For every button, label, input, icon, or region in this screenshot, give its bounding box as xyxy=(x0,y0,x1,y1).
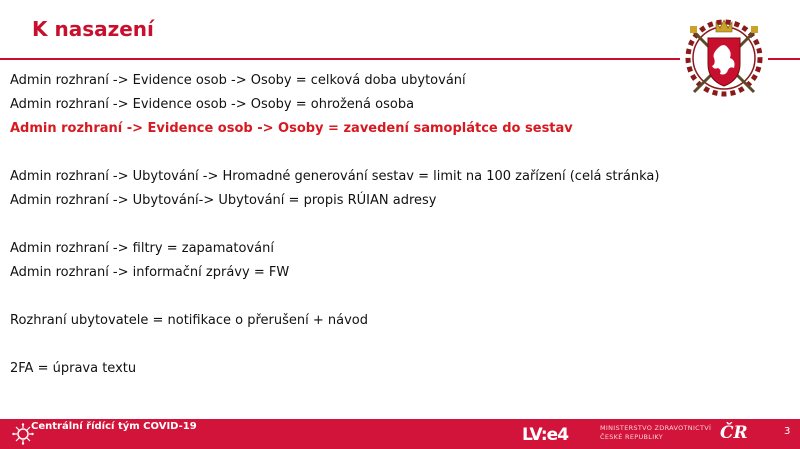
content-line: Admin rozhraní -> Ubytování -> Hromadné generování sestav = limit na 100 zařízení (celá stránka) xyxy=(10,169,660,184)
content-spacer xyxy=(10,216,710,240)
content-line: Admin rozhraní -> Evidence osob -> Osoby = celková doba ubytování xyxy=(10,73,466,88)
cr-logo: ČR xyxy=(720,423,748,443)
ministry-line-1: MINISTERSTVO ZDRAVOTNICTVÍ xyxy=(600,424,712,432)
content-line: Admin rozhraní -> Evidence osob -> Osoby = ohrožená osoba xyxy=(10,97,415,112)
ministry-logo xyxy=(600,424,711,442)
content-spacer xyxy=(10,288,710,312)
content-line: Admin rozhraní -> informační zprávy = FW xyxy=(10,265,290,280)
lvea-logo: LV:e4 xyxy=(522,425,569,445)
title-divider xyxy=(0,58,680,60)
slide-content xyxy=(10,72,710,384)
slide-title: K nasazení xyxy=(32,17,154,41)
content-line: Admin rozhraní -> filtry = zapamatování xyxy=(10,241,274,256)
team-name: Centrální řídící tým COVID-19 xyxy=(31,421,197,432)
ministry-line-2: ČESKÉ REPUBLIKY xyxy=(600,433,664,441)
content-spacer xyxy=(10,336,710,360)
page-number: 3 xyxy=(784,426,791,437)
content-line: Rozhraní ubytovatele = notifikace o přerušení + návod xyxy=(10,313,369,328)
content-line: Admin rozhraní -> Ubytování-> Ubytování = propis RÚIAN adresy xyxy=(10,193,437,208)
title-divider-right xyxy=(768,58,800,60)
content-spacer xyxy=(10,144,710,168)
content-line: 2FA = úprava textu xyxy=(10,361,137,376)
footer-bar xyxy=(0,419,800,449)
content-line-highlighted: Admin rozhraní -> Evidence osob -> Osoby = zavedení samoplátce do sestav xyxy=(10,121,573,136)
